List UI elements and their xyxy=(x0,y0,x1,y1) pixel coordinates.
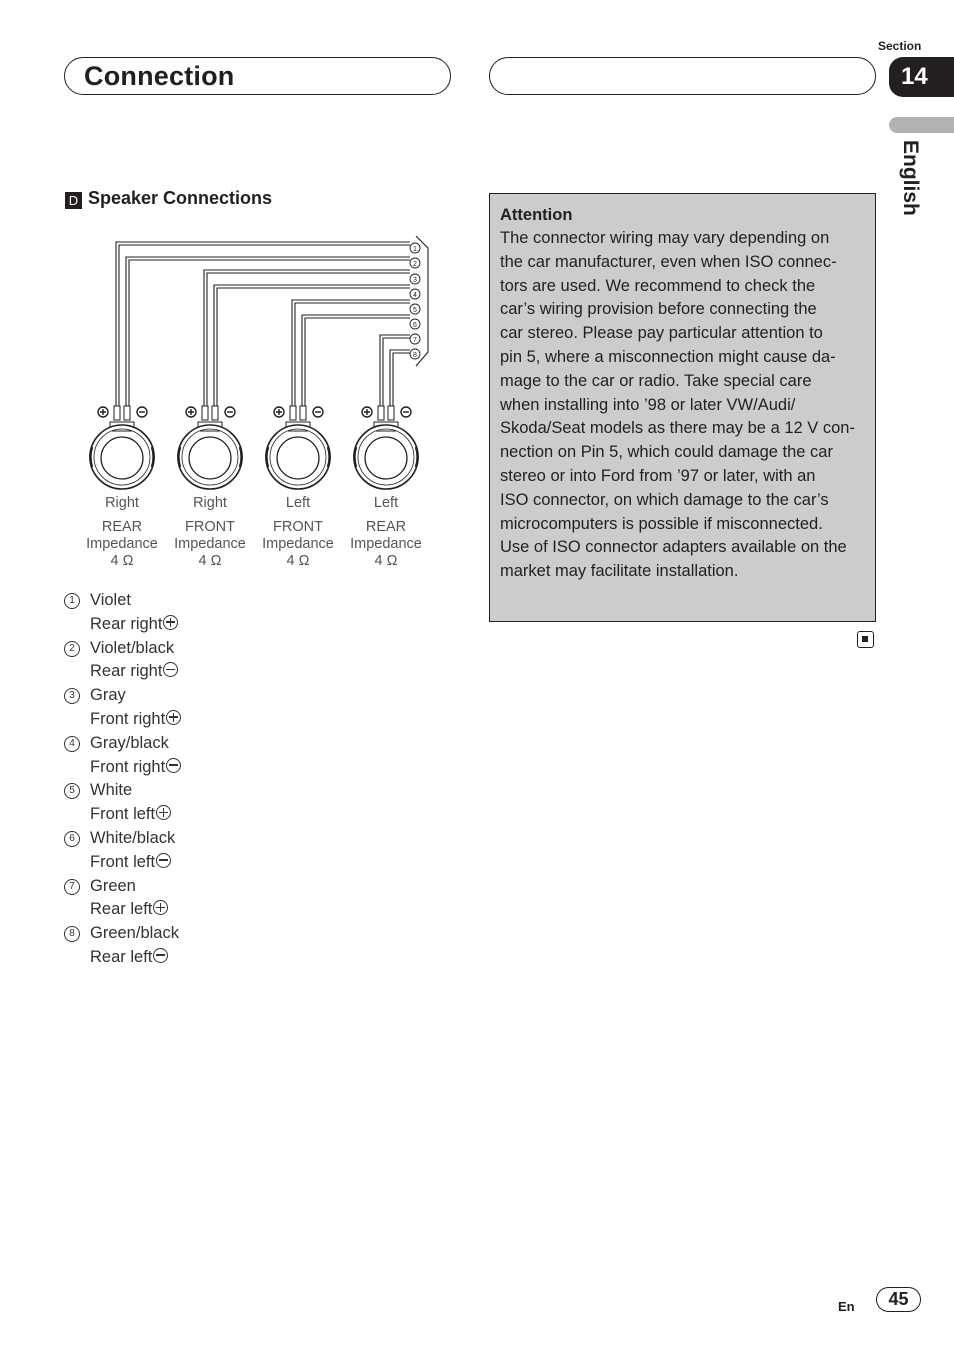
speaker-impedance-value: 4 Ω xyxy=(110,553,134,569)
connector-pin-7 xyxy=(410,334,420,344)
attention-line: car’s wiring provision before connecting the xyxy=(500,300,817,319)
connector-pin-3 xyxy=(410,274,420,284)
legend-wire-color: Violet xyxy=(90,591,131,609)
legend-item-6 xyxy=(64,827,181,851)
speaker-4 xyxy=(354,406,418,489)
connector-pin-label: 7 xyxy=(413,336,417,344)
speaker-connections-title: Speaker Connections xyxy=(88,188,273,208)
plus-terminal-icon xyxy=(186,407,196,417)
legend-number-icon: 1 xyxy=(64,593,80,609)
attention-line: microcomputers is possible if misconnected. xyxy=(500,514,823,533)
legend-wire-color: Green xyxy=(90,876,136,895)
plus-circle-icon xyxy=(166,710,181,725)
legend-description-text: Front right xyxy=(90,709,166,728)
legend-number-icon: 8 xyxy=(64,926,80,942)
legend-wire-color: Violet/black xyxy=(90,638,175,657)
speaker-impedance-label: Impedance xyxy=(174,536,246,552)
legend-item-2 xyxy=(64,637,181,661)
connector-pin-label: 2 xyxy=(413,260,417,268)
legend-wire-color: White/black xyxy=(90,828,176,847)
speaker-1 xyxy=(90,406,154,489)
attention-line: Use of ISO connector adapters available on the xyxy=(500,538,847,557)
legend-number-icon: 2 xyxy=(64,641,80,657)
minus-circle-icon xyxy=(163,662,178,677)
legend-description-text: Rear left xyxy=(90,900,153,919)
attention-line: nection on Pin 5, which could damage the car xyxy=(500,443,833,462)
speaker-impedance-value: 4 Ω xyxy=(198,553,222,569)
attention-line: The connector wiring may vary depending on xyxy=(500,229,830,247)
speaker-side: Left xyxy=(285,495,311,511)
legend-item-8 xyxy=(64,922,181,946)
speaker-wiring-diagram xyxy=(80,232,440,572)
legend-number-icon: 6 xyxy=(64,831,80,847)
speaker-impedance-label: Impedance xyxy=(262,536,334,552)
page-title: Connection xyxy=(84,61,235,91)
legend-description xyxy=(64,756,181,780)
legend-description xyxy=(64,708,181,732)
legend-number-icon: 3 xyxy=(64,688,80,704)
minus-circle-icon xyxy=(153,948,168,963)
speaker-connections-heading xyxy=(65,188,272,209)
footer-language: En xyxy=(838,1299,855,1314)
header-empty-frame xyxy=(489,57,876,95)
speaker-position: REAR xyxy=(101,519,143,535)
legend-item-1 xyxy=(64,589,181,613)
connector-pin-label: 5 xyxy=(413,306,417,314)
speaker-impedance-value: 4 Ω xyxy=(374,553,398,569)
legend-wire-color: Gray xyxy=(90,686,126,705)
minus-terminal-icon xyxy=(313,407,323,417)
attention-line: pin 5, where a misconnection might cause da- xyxy=(500,347,836,366)
attention-line: car stereo. Please pay particular attention to xyxy=(500,324,823,343)
speaker-symbols xyxy=(90,406,418,489)
language-tab-label: English xyxy=(899,140,922,216)
plus-terminal-icon xyxy=(274,407,284,417)
attention-line: market may facilitate installation. xyxy=(500,562,739,581)
attention-line: stereo or into Ford from ’97 or later, with an xyxy=(500,466,816,485)
legend-description xyxy=(64,660,181,684)
connector-pin-label: 6 xyxy=(413,321,417,329)
language-tab-bar xyxy=(889,117,954,133)
legend-description-text: Rear left xyxy=(90,947,153,966)
speaker-impedance-label: Impedance xyxy=(350,536,422,552)
legend-description-text: Rear right xyxy=(90,614,163,633)
connector-pin-1 xyxy=(410,243,420,253)
connector-pin-2 xyxy=(410,258,420,268)
minus-terminal-icon xyxy=(137,407,147,417)
connector-pin-label: 8 xyxy=(413,351,417,359)
connector-pin-6 xyxy=(410,319,420,329)
legend-number-icon: 4 xyxy=(64,736,80,752)
legend-item-7 xyxy=(64,875,181,899)
minus-circle-icon xyxy=(156,853,171,868)
attention-line: when installing into ’98 or later VW/Audi/ xyxy=(500,395,796,414)
legend-item-3 xyxy=(64,684,181,708)
minus-terminal-icon xyxy=(225,407,235,417)
legend-wire-color: Gray/black xyxy=(90,733,169,752)
legend-number-icon: 5 xyxy=(64,783,80,799)
legend-description xyxy=(64,898,181,922)
attention-line: the car manufacturer, even when ISO connec- xyxy=(500,252,837,271)
attention-line: ISO connector, on which damage to the car’s xyxy=(500,490,829,509)
section-number-tab: 14 xyxy=(889,57,954,97)
legend-wire-color: White xyxy=(90,781,133,800)
connector-pin-label: 3 xyxy=(413,276,417,284)
connector-pin-4 xyxy=(410,289,420,299)
connector-pin-5 xyxy=(410,304,420,314)
end-of-section-icon xyxy=(857,631,874,648)
attention-line: tors are used. We recommend to check the xyxy=(500,276,816,295)
minus-circle-icon xyxy=(166,758,181,773)
plus-terminal-icon xyxy=(362,407,372,417)
speaker-impedance-value: 4 Ω xyxy=(286,553,310,569)
connector-pins xyxy=(410,243,420,359)
legend-description xyxy=(64,803,181,827)
connector-pin-label: 4 xyxy=(413,291,417,299)
connector-pin-8 xyxy=(410,349,420,359)
plus-circle-icon xyxy=(156,805,171,820)
attention-box xyxy=(489,193,876,622)
minus-terminal-icon xyxy=(401,407,411,417)
speaker-side: Right xyxy=(105,495,139,511)
wire-color-legend xyxy=(64,589,181,970)
speaker-position: REAR xyxy=(365,519,407,535)
legend-description-text: Front left xyxy=(90,852,156,871)
attention-title: Attention xyxy=(500,206,573,224)
page-number: 45 xyxy=(876,1287,921,1312)
section-label: Section xyxy=(878,39,922,53)
speaker-3 xyxy=(266,406,330,489)
section-letter-badge: D xyxy=(65,192,82,209)
legend-number-icon: 7 xyxy=(64,879,80,895)
plus-circle-icon xyxy=(163,615,178,630)
speaker-position: FRONT xyxy=(273,519,323,535)
legend-description-text: Rear right xyxy=(90,662,163,681)
legend-item-5 xyxy=(64,779,181,803)
legend-description-text: Front right xyxy=(90,757,166,776)
connector-pin-label: 1 xyxy=(413,245,417,253)
plus-terminal-icon xyxy=(98,407,108,417)
legend-item-4 xyxy=(64,732,181,756)
attention-line: mage to the car or radio. Take special care xyxy=(500,371,812,390)
plus-circle-icon xyxy=(153,900,168,915)
speaker-position: FRONT xyxy=(185,519,235,535)
legend-description xyxy=(64,851,181,875)
speaker-impedance-label: Impedance xyxy=(86,536,158,552)
attention-body xyxy=(500,227,865,584)
legend-description-text: Front left xyxy=(90,805,156,824)
legend-description xyxy=(64,946,181,970)
legend-wire-color: Green/black xyxy=(90,924,179,943)
speaker-2 xyxy=(178,406,242,489)
legend-description xyxy=(64,613,181,637)
speaker-side: Right xyxy=(193,495,227,511)
attention-line: Skoda/Seat models as there may be a 12 V con- xyxy=(500,419,855,438)
speaker-side: Left xyxy=(373,495,399,511)
